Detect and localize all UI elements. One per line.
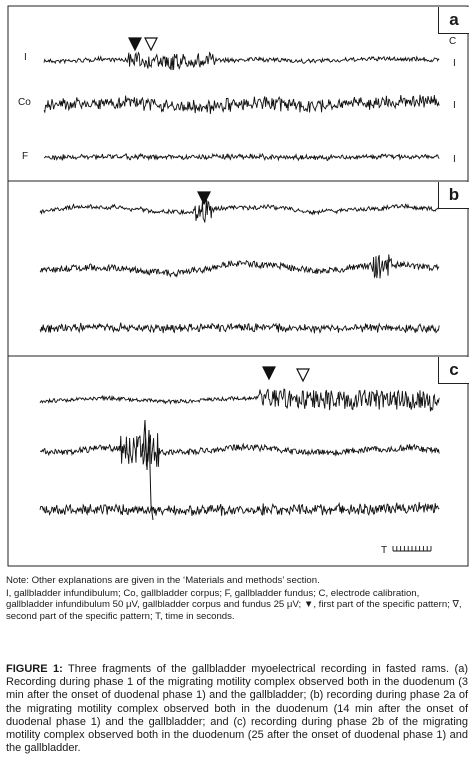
trace-b-2: [40, 254, 439, 278]
panel-a-letter: a: [438, 7, 469, 34]
trace-c-3: [40, 502, 439, 516]
panel-b-letter: b: [438, 182, 469, 209]
notes-line-1: Note: Other explanations are given in the ‘Materials and methods’ section.: [6, 575, 320, 586]
time-scale-bar: [393, 546, 431, 551]
trace-c-2: [40, 433, 439, 467]
figure-notes: [6, 575, 468, 623]
trace-label-corpus: Co: [18, 97, 31, 108]
calibration-mark-corpus: I: [453, 100, 456, 111]
trace-a-corpus: [44, 95, 439, 114]
panel-c-open-triangle-marker: [297, 369, 309, 381]
notes-line-2: I, gallbladder infundibulum; Co, gallbladder corpus; F, gallbladder fundus; C, electrode calibration, gallbladder infundibulum 50 μV, gallbladder corpus and fundus 25 μV; ▼, first part of the specific pattern; ∇, second part of the specific pattern; T, time in seconds.: [6, 587, 462, 622]
panel-a-filled-triangle-marker: [129, 38, 141, 50]
figure-number: FIGURE 1:: [6, 663, 63, 675]
caption-text: Three fragments of the gallbladder myoelectrical recording in fasted rams. (a) Recording during phase 1 of the migrating motility complex observed both in the duodenum (3 min after the onset of duodenal phase 1) and the gallbladder; (b) recording during phase 2a of the migrating motility complex observed both in the duodenum (14 min after the onset of duodenal phase 1) and the gallbladder; and (c) recording during phase 2b of the migrating motility complex observed both in the duodenum (25 after the onset of duodenal phase 1) and the gallbladder.: [6, 663, 468, 755]
trace-a-infundibulum: [44, 53, 439, 71]
traces-group: [40, 53, 439, 520]
panel-a-open-triangle-marker: [145, 38, 157, 50]
trace-c-1: [40, 389, 439, 411]
calibration-label: C: [449, 36, 457, 47]
panel-c-frame: [8, 356, 468, 566]
panel-c-letter: c: [438, 357, 469, 384]
trace-a-fundus: [44, 154, 439, 161]
time-scale-label: T: [381, 545, 388, 556]
panel-c-filled-triangle-marker: [263, 367, 275, 379]
calibration-mark-infundibulum: I: [453, 58, 456, 69]
trace-c-artifact-spike: [143, 420, 153, 520]
trace-label-fundus: F: [22, 151, 29, 162]
trace-b-1: [40, 199, 439, 223]
trace-b-3: [40, 323, 439, 334]
trace-label-infundibulum: I: [24, 52, 27, 63]
figure-caption: [6, 663, 468, 755]
calibration-mark-fundus: I: [453, 154, 456, 165]
